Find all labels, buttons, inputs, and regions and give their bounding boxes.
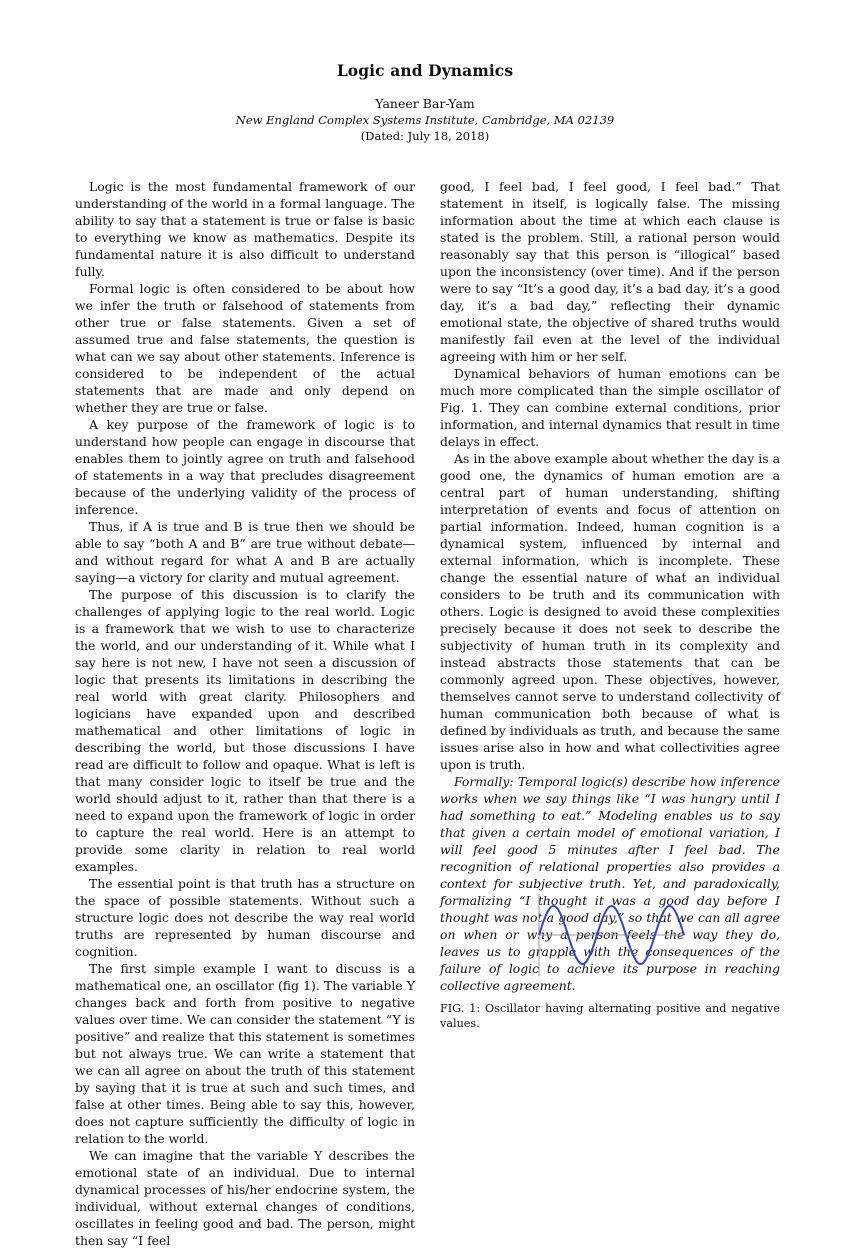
figure-caption: FIG. 1: Oscillator having alternating positive and negative values.: [440, 1002, 780, 1030]
affiliation: New England Complex Systems Institute, Cambridge, MA 02139: [235, 113, 615, 127]
paragraph: Formal logic is often considered to be about how we infer the truth or falsehood of statements from other true or false statements. Given a set of assumed true and false statements, the question is what can we say about other statements. Inference is considered to be independent of the actual statements that are made and only depend on whether they are true or false.: [75, 281, 415, 415]
paragraph: As in the above example about whether the day is a good one, the dynamics of human emotion are a central part of human understanding, shifting interpretation of events and focus of attention on partial information. Indeed, human cognition is a dynamical system, influenced by internal and external information, which is incomplete. These change the essential nature of what an individual considers to be truth and its communication with others. Logic is designed to avoid these complexities precisely because it does not seek to describe the subjectivity of human truth in its complexity and instead abstracts those statements that can be commonly agreed upon. These objectives, however, themselves cannot serve to understand collectivity of human communication both because of what is defined by individuals as truth, and because the same issues arise also in how and what collectivities agree upon is truth.: [440, 451, 780, 772]
date-line: (Dated: July 18, 2018): [360, 129, 490, 143]
author-name: Yaneer Bar-Yam: [375, 96, 475, 111]
paragraph: A key purpose of the framework of logic is to understand how people can engage in discourse that enables them to jointly agree on truth and falsehood of statements in a way that precludes disagreement because of the underlying validity of the process of inference.: [75, 417, 415, 517]
oscillator-figure: [537, 892, 687, 978]
paragraph: Logic is the most fundamental framework of our understanding of the world in a formal language. The ability to say that a statement is true or false is basic to everything we know as mathematics. Despite its fundamental nature it is also difficult to understand fully.: [75, 179, 415, 279]
paper-title: Logic and Dynamics: [336, 61, 514, 80]
paragraph: We can imagine that the variable Y describes the emotional state of an individual. Due to internal dynamical processes of his/her endocrine system, the individual, without external changes of conditions, oscillates in feeling good and bad. The person, might then say “I feel: [75, 1148, 415, 1248]
paragraph: The purpose of this discussion is to clarify the challenges of applying logic to the real world. Logic is a framework that we wish to use to characterize the world, and our understanding of it. While what I say here is not new, I have not seen a discussion of logic that presents its limitations in describing the real world with great clarity. Philosophers and logicians have expanded upon and described mathematical and other limitations of logic in describing the world, but those discussions I have read are difficult to follow and opaque. What is left is that many consider logic to itself be true and the world should adjust to it, rather than that there is a need to expand upon the framework of logic in order to capture the real world. Here is an attempt to provide some clarity in relation to real world examples.: [75, 587, 415, 874]
paragraph: The essential point is that truth has a structure on the space of possible statements. Without such a structure logic does not describe the way real world truths are represented by human discourse and cognition.: [75, 876, 415, 959]
right-column: [440, 178, 780, 994]
left-column: [75, 178, 415, 1249]
paragraph-continuation: good, I feel bad, I feel good, I feel bad.” That statement in itself, is logically false. The missing information about the time at which each clause is stated is the problem. Still, a rational person would reasonably say that this person is “illogical” based upon the inconsistency (over time). And if the person were to say “It’s a good day, it’s a bad day, it’s a good day, it’s a bad day,” reflecting their dynamic emotional state, the objective of shared truths would manifestly fail even at the level of the individual agreeing with him or her self.: [440, 179, 780, 364]
formally-paragraph: Formally: Temporal logic(s) describe how inference works when we say things like “I was hungry until I had something to eat.” Modeling enables us to say that given a certain model of emotional variation, I will feel good 5 minutes after I feel bad. The recognition of relational properties also provides a context for subjective truth. Yet, and paradoxically, formalizing “I thought it was a good day before I thought was not a good day,” so that we can all agree on when or why a person feels the way they do, leaves us to grapple with the consequences of the failure of logic to achieve its purpose in reaching collective agreement.: [440, 774, 780, 993]
paragraph: The first simple example I want to discuss is a mathematical one, an oscillator (fig 1). The variable Y changes back and forth from positive to negative values over time. We can consider the statement “Y is positive” and realize that this statement is sometimes but not always true. We can write a statement that we can all agree on about the truth of this statement by saying that it is true at such and such times, and false at other times. Being able to say this, however, does not capture sufficiently the difficulty of logic in relation to the world.: [75, 961, 415, 1146]
paragraph: Dynamical behaviors of human emotions can be much more complicated than the simple oscillator of Fig. 1. They can combine external conditions, prior information, and internal dynamics that result in time delays in effect.: [440, 366, 780, 449]
paragraph: Thus, if A is true and B is true then we should be able to say “both A and B” are true without debate—and without regard for what A and B are actually saying—a victory for clarity and mutual agreement.: [75, 519, 415, 585]
